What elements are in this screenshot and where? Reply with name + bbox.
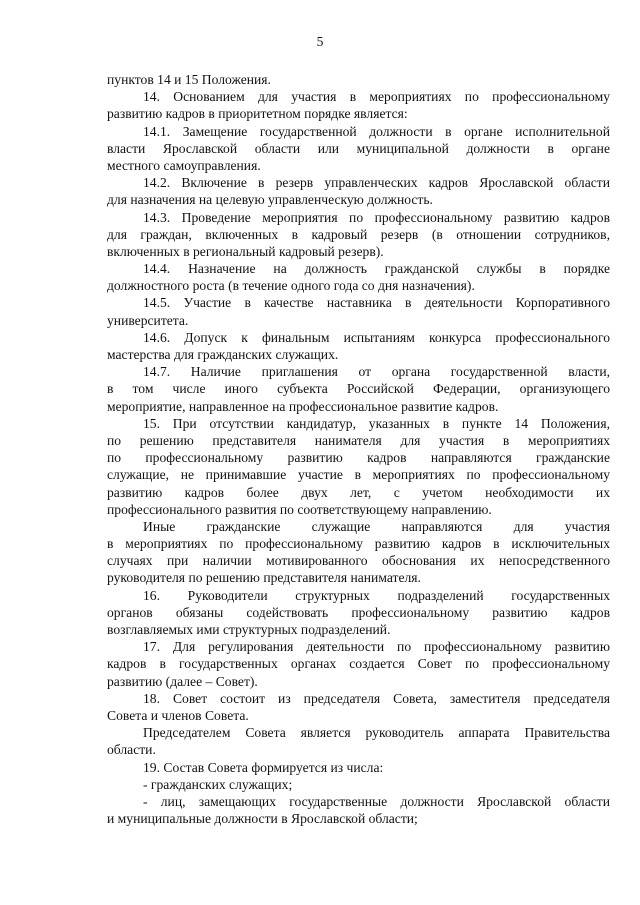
- text-line: 14. Основанием для участия в мероприятиях по профессиональному: [143, 89, 610, 105]
- text-line: для назначения на целевую управленческую должность.: [107, 192, 433, 208]
- text-line: университета.: [107, 312, 189, 328]
- text-line: включенных в региональный кадровый резерв).: [107, 243, 384, 259]
- document-body: [107, 71, 610, 827]
- text-line: мастерства для гражданских служащих.: [107, 347, 339, 362]
- text-line: Иные гражданские служащие направляются для участия: [143, 518, 610, 534]
- text-line: развитию кадров в приоритетном порядке является:: [107, 106, 408, 122]
- page-number: 5: [316, 34, 324, 49]
- text-line: по профессиональному развитию кадров направляются гражданские: [107, 450, 610, 466]
- text-line: 14.7. Наличие приглашения от органа государственной власти,: [143, 364, 610, 380]
- text-line: 14.4. Назначение на должность гражданской службы в порядке: [143, 261, 610, 277]
- text-line: развитию (далее – Совет).: [107, 673, 258, 689]
- text-line: в том числе иного субъекта Российской Федерации, организующего: [107, 381, 610, 397]
- text-line: 15. При отсутствии кандидатур, указанных в пункте 14 Положения,: [143, 415, 610, 431]
- text-line: 14.3. Проведение мероприятия по профессиональному развитию кадров: [143, 209, 610, 225]
- text-line: власти Ярославской области или муниципальной должности в органе: [107, 140, 610, 156]
- text-line: для граждан, включенных в кадровый резерв (в отношении сотрудников,: [107, 226, 610, 242]
- text-line: 14.6. Допуск к финальным испытаниям конкурса профессионального: [143, 329, 610, 345]
- text-line: случаях при наличии мотивированного обоснования их непосредственного: [107, 553, 610, 569]
- text-line: - гражданских служащих;: [143, 776, 293, 792]
- text-line: Совета и членов Совета.: [107, 707, 249, 723]
- text-line: профессионального развития по соответствующему направлению.: [107, 501, 492, 517]
- text-line: области.: [107, 742, 156, 758]
- text-line: и муниципальные должности в Ярославской области;: [107, 811, 418, 827]
- text-line: по решению представителя нанимателя для участия в мероприятиях: [107, 432, 610, 448]
- text-line: 14.5. Участие в качестве наставника в деятельности Корпоративного: [143, 295, 610, 311]
- text-line: возглавляемых ими структурных подразделений.: [107, 622, 391, 637]
- text-line: 16. Руководители структурных подразделений государственных: [143, 587, 610, 603]
- text-line: 14.1. Замещение государственной должности в органе исполнительной: [143, 123, 610, 139]
- text-line: пунктов 14 и 15 Положения.: [107, 72, 271, 87]
- text-line: 17. Для регулирования деятельности по профессиональному развитию: [143, 639, 610, 655]
- text-line: мероприятие, направленное на профессиональное развитие кадров.: [107, 398, 499, 414]
- text-line: служащие, не принимавшие участие в мероприятиях по профессиональному: [107, 467, 610, 483]
- text-line: в мероприятиях по профессиональному развитию кадров в исключительных: [107, 536, 610, 552]
- text-line: Председателем Совета является руководитель аппарата Правительства: [143, 725, 610, 741]
- text-line: развитию кадров более двух лет, с учетом необходимости их: [107, 484, 610, 500]
- text-line: - лиц, замещающих государственные должности Ярославской области: [143, 793, 610, 809]
- text-line: 19. Состав Совета формируется из числа:: [143, 759, 384, 775]
- text-line: 14.2. Включение в резерв управленческих кадров Ярославской области: [143, 175, 610, 191]
- text-line: 18. Совет состоит из председателя Совета, заместителя председателя: [143, 690, 610, 706]
- text-line: должностного роста (в течение одного года со дня назначения).: [107, 278, 475, 294]
- text-line: кадров в государственных органах создается Совет по профессиональному: [107, 656, 610, 672]
- text-line: органов обязаны содействовать профессиональному развитию кадров: [107, 604, 610, 620]
- text-line: местного самоуправления.: [107, 157, 261, 173]
- text-line: руководителя по решению представителя нанимателя.: [107, 570, 421, 586]
